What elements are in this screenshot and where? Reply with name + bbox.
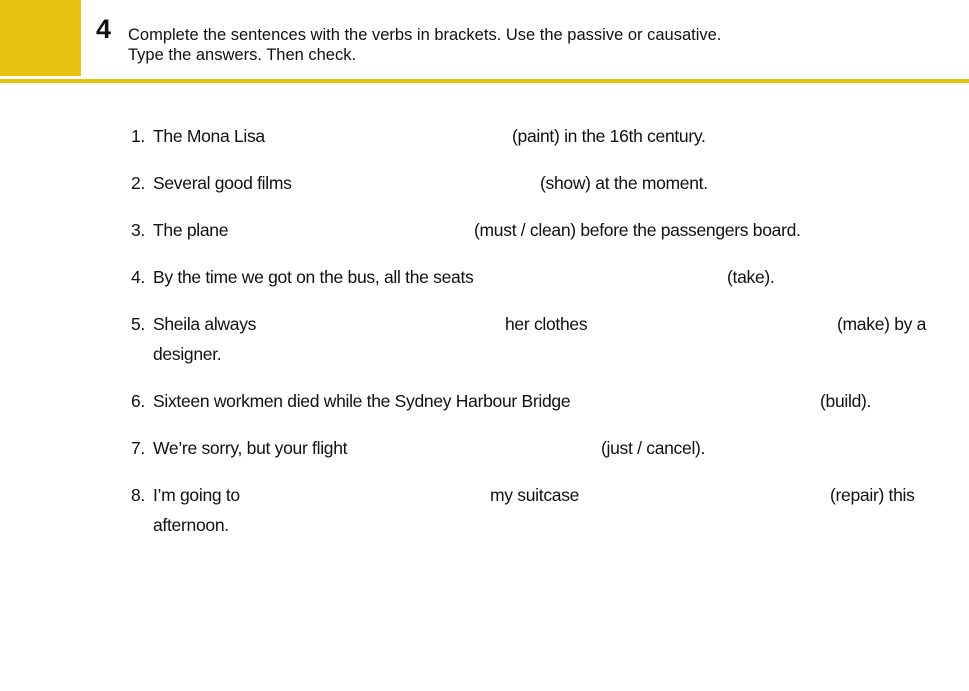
item-number: 8. [131,485,145,505]
sentence-text: (repair) this [830,485,915,505]
item-number: 2. [131,173,145,193]
sentence-text: (must / clean) before the passengers board. [474,220,801,240]
sentence-text: (show) at the moment. [540,173,708,193]
item-number: 3. [131,220,145,240]
sentence-item-2 [0,168,969,198]
instruction-line-2: Type the answers. Then check. [128,46,357,64]
sentence-text: (build). [820,391,872,411]
sentence-item-4 [0,262,969,292]
sentence-text: I’m going to [153,485,240,505]
answer-input-3[interactable] [235,219,467,241]
answer-input-4[interactable] [488,266,720,288]
sentence-item-8 [0,480,969,540]
item-number: 1. [131,126,145,146]
answer-input-2[interactable] [300,172,532,194]
answer-input-1[interactable] [272,125,504,147]
sentence-text: We’re sorry, but your flight [153,438,348,458]
answer-input-6[interactable] [580,390,812,412]
item-number: 7. [131,438,145,458]
sentence-text: Several good films [153,173,292,193]
sentence-text: afternoon. [153,515,229,535]
header-divider [0,79,969,83]
item-number: 4. [131,267,145,287]
sentence-text: By the time we got on the bus, all the seats [153,267,474,287]
sentence-text: The Mona Lisa [153,126,265,146]
sentence-text: my suitcase [490,485,580,505]
sentence-text: (take). [727,267,775,287]
sentence-item-7 [0,433,969,463]
sentence-item-5 [0,309,969,369]
answer-input-8b[interactable] [591,484,823,506]
sentence-text: Sixteen workmen died while the Sydney Harbour Bridge [153,391,571,411]
header-accent-block [0,0,81,76]
sentence-text: Sheila always [153,314,257,334]
item-number: 6. [131,391,145,411]
sentence-text: The plane [153,220,229,240]
answer-input-5a[interactable] [266,313,498,335]
sentence-text: designer. [153,344,222,364]
sentence-text: (make) by a [837,314,927,334]
answer-input-8a[interactable] [251,484,483,506]
sentence-text: (just / cancel). [601,438,706,458]
sentence-item-3 [0,215,969,245]
instruction-line-1: Complete the sentences with the verbs in brackets. Use the passive or causative. [128,26,722,44]
answer-input-5b[interactable] [598,313,830,335]
sentence-text: her clothes [505,314,588,334]
exercise-instructions [128,25,721,65]
sentence-item-6 [0,386,969,416]
exercise-number: 4 [96,14,112,44]
item-number: 5. [131,314,145,334]
sentence-item-1 [0,121,969,151]
answer-input-7[interactable] [362,437,594,459]
exercise-header [0,0,969,80]
sentence-text: (paint) in the 16th century. [512,126,706,146]
